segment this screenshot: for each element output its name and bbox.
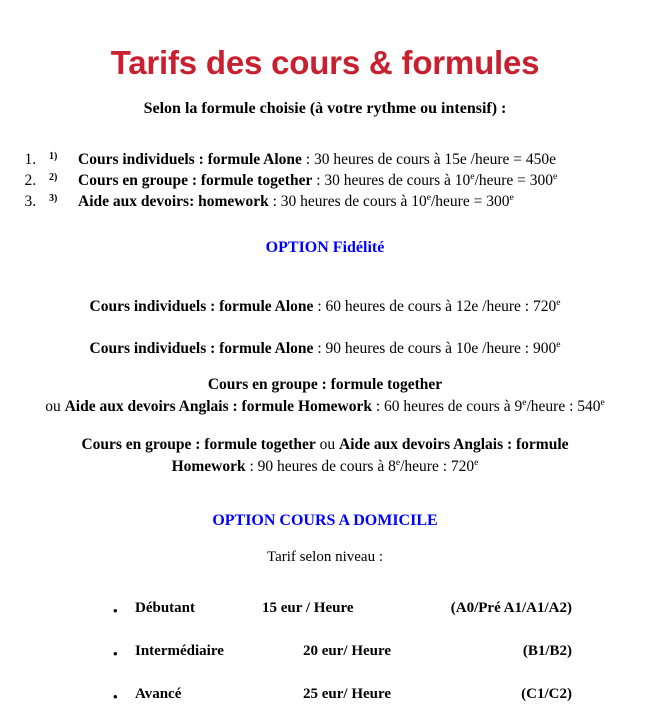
levels-table [0,598,650,727]
list-marker-2: 2. 2) [49,172,58,183]
list-item [40,149,650,170]
level-code: (B1/B2) [522,643,572,659]
euro-superscript: e [553,170,558,182]
offer-alone-90-name: Cours individuels : formule Alone [89,340,314,357]
offer-alone-90-detail: : 90 heures de cours à 10e /heure : 900 [313,340,557,357]
offer-together-60-title: Cours en groupe : formule together [207,376,443,393]
offer-alone-60-name: Cours individuels : formule Alone [89,298,314,315]
formula-detail-1: : 30 heures de cours à 15e /heure = 450e [301,151,556,168]
offer-together-60-prefix: ou [45,398,65,415]
offer-together-90-homework: Homework [171,458,246,475]
offer-alone-60 [0,296,650,317]
euro-superscript: e [556,338,561,350]
list-marker-3: 3. 3) [49,193,58,204]
offer-together-60-detail-b: /heure : 540 [526,398,601,415]
formula-detail-3b: /heure = 300 [430,193,510,210]
level-name: Débutant [135,600,196,616]
bullet-icon: • [113,646,118,661]
section-heading-domicile: OPTION COURS A DOMICILE [212,512,438,529]
euro-superscript: e [600,396,605,408]
euro-superscript: e [395,456,401,468]
formula-detail-3a: : 30 heures de cours à 10 [268,193,427,210]
table-row [0,598,650,641]
offer-together-90-detail-a: : 90 heures de cours à 8 [245,458,396,475]
formula-name-1: Cours individuels : formule Alone [78,151,302,168]
intro-line: Selon la formule choisie (à votre rythme ou intensif) : [143,100,507,117]
euro-superscript: e [426,191,431,203]
level-code: (A0/Pré A1/A1/A2) [450,600,572,616]
euro-superscript: e [470,170,475,182]
level-price: 15 eur / Heure [262,600,354,616]
formula-name-2: Cours en groupe : formule together [78,172,313,189]
formula-name-3: Aide aux devoirs: homework [78,193,269,210]
euro-superscript: e [556,296,561,308]
formula-list [0,149,650,212]
euro-superscript: e [522,396,527,408]
offer-together-90-line1 [0,434,650,456]
formula-detail-2b: /heure = 300 [474,172,554,189]
level-name: Avancé [135,686,182,702]
offer-alone-60-detail: : 60 heures de cours à 12e /heure : 720 [313,298,557,315]
level-price: 25 eur/ Heure [303,686,392,702]
list-item [40,170,650,191]
offer-together-90-title-a: Cours en groupe : formule together [81,436,316,453]
formula-detail-2a: : 30 heures de cours à 10 [312,172,471,189]
offer-together-60 [0,374,650,418]
level-code: (C1/C2) [521,686,572,702]
offer-together-60-line2 [0,396,650,418]
bullet-icon: • [113,603,118,618]
offer-together-60-line1 [0,374,650,396]
level-price: 20 eur/ Heure [303,643,392,659]
bullet-icon: • [113,689,118,704]
offer-together-90-detail-b: /heure : 720 [400,458,475,475]
list-marker-1: 1. 1) [49,151,58,162]
offer-together-90 [0,434,650,478]
list-item [40,191,650,212]
offer-together-90-conjunction: ou [315,436,340,453]
euro-superscript: e [474,456,479,468]
offer-together-60-homework: Aide aux devoirs Anglais : formule Homework [64,398,372,415]
table-row [0,684,650,727]
level-name: Intermédiaire [135,643,224,659]
section-heading-fidelite: OPTION Fidélité [265,239,385,256]
euro-superscript: e [509,191,514,203]
offer-together-60-detail-a: : 60 heures de cours à 9 [371,398,523,415]
offer-alone-90 [0,338,650,359]
offer-together-90-title-b: Aide aux devoirs Anglais : formule [339,436,569,453]
offer-together-90-line2 [0,456,650,478]
page-title: Tarifs des cours & formules [110,44,540,82]
tarif-niveau-subtitle: Tarif selon niveau : [267,549,383,565]
table-row [0,641,650,684]
